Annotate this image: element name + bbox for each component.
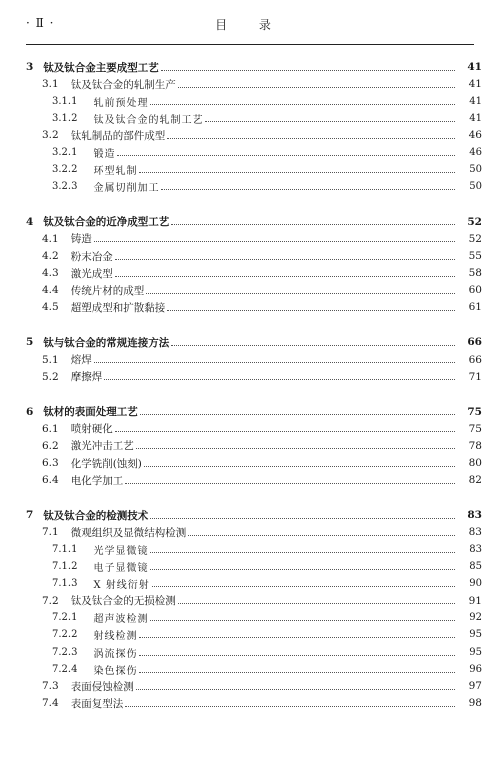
toc-dot-leader <box>188 535 455 536</box>
toc-dot-leader <box>144 466 455 467</box>
toc-dot-leader <box>150 569 455 570</box>
toc-entry-title: 钛及钛合金的检测技术 <box>43 509 149 522</box>
toc-dot-leader <box>125 706 455 707</box>
toc-entry-title: 锻造 <box>93 149 116 160</box>
toc-entry-title: 钛材的表面处理工艺 <box>43 406 138 419</box>
toc-entry-title: 轧前预处理 <box>93 97 149 109</box>
toc-section-row[interactable] <box>0 523 500 541</box>
toc-entry-number: 6.2 <box>42 439 59 452</box>
toc-section-row[interactable] <box>0 471 500 489</box>
toc-dot-leader <box>150 620 455 621</box>
toc-subsection-row[interactable] <box>0 558 500 576</box>
toc-entry-number: 4.1 <box>42 232 59 245</box>
toc-subsection-row[interactable] <box>0 643 500 661</box>
toc-page-number: 75 <box>467 405 482 418</box>
toc-page-number: 50 <box>469 181 482 193</box>
toc-entry-title: 光学显微镜 <box>93 545 149 557</box>
toc-dot-leader <box>117 155 455 156</box>
toc-chapter-row[interactable] <box>0 403 500 421</box>
toc-subsection-row[interactable] <box>0 660 500 678</box>
toc-section-row[interactable] <box>0 75 500 93</box>
toc-dot-leader <box>150 104 455 105</box>
toc-page-number: 83 <box>469 543 482 555</box>
toc-entry-title: 电化学加工 <box>70 474 124 487</box>
toc-chapter-row[interactable] <box>0 58 500 76</box>
toc-page-number: 55 <box>468 250 482 262</box>
toc-entry-number: 7.2 <box>42 594 59 607</box>
toc-entry-number: 4.4 <box>42 284 59 297</box>
toc-subsection-row[interactable] <box>0 626 500 644</box>
toc-entry-title: 熔焊 <box>70 354 92 366</box>
toc-entry-number: 7.3 <box>42 680 59 693</box>
toc-page-number: 97 <box>468 680 482 693</box>
toc-section-row[interactable] <box>0 351 500 369</box>
toc-entry-title: 金属切削加工 <box>93 183 160 195</box>
toc-section-row[interactable] <box>0 298 500 316</box>
toc-chapter-row[interactable] <box>0 213 500 231</box>
toc-section-row[interactable] <box>0 694 500 712</box>
toc-page-number: 41 <box>467 61 482 73</box>
toc-dot-leader <box>94 362 455 363</box>
toc-entry-number: 5.1 <box>42 353 59 366</box>
toc-subsection-row[interactable] <box>0 178 500 196</box>
toc-section-row[interactable] <box>0 126 500 144</box>
toc-page-number: 52 <box>467 215 482 228</box>
toc-page-number: 46 <box>468 129 482 142</box>
page-number: · Ⅱ · <box>26 16 55 30</box>
toc-page-number: 90 <box>469 578 482 590</box>
toc-page-number: 95 <box>469 646 482 658</box>
toc-section-row[interactable] <box>0 247 500 265</box>
toc-entry-number: 3.1.1 <box>52 95 78 107</box>
toc-entry-number: 3.2.1 <box>52 147 78 158</box>
toc-dot-leader <box>150 518 455 519</box>
toc-page-number: 58 <box>468 267 482 280</box>
toc-entry-number: 7.1.1 <box>52 543 78 555</box>
toc-section-row[interactable] <box>0 454 500 472</box>
toc-entry-number: 7.4 <box>42 697 59 710</box>
toc-entry-title: 微观组织及显微结构检测 <box>70 526 187 539</box>
toc-entry-number: 3.1 <box>42 78 59 91</box>
toc-page-number: 46 <box>469 147 482 158</box>
toc-page-number: 78 <box>468 439 482 452</box>
toc-entry-number: 7.2.2 <box>52 629 78 641</box>
toc-page-number: 52 <box>468 232 482 245</box>
toc-entry-title: 摩擦焊 <box>70 371 103 384</box>
toc-subsection-row[interactable] <box>0 540 500 558</box>
toc-entry-title: 电子显微镜 <box>93 563 149 574</box>
toc-subsection-row[interactable] <box>0 92 500 110</box>
toc-entry-title: 涡流探伤 <box>93 648 138 660</box>
toc-subsection-row[interactable] <box>0 144 500 162</box>
toc-dot-leader <box>94 241 455 242</box>
toc-entry-title: 超塑成型和扩散黏接 <box>70 301 166 314</box>
toc-section-row[interactable] <box>0 281 500 299</box>
toc-page-number: 71 <box>468 370 482 383</box>
toc-subsection-row[interactable] <box>0 161 500 179</box>
toc-entry-title: 钛与钛合金的常规连接方法 <box>43 336 170 349</box>
toc-entry-title: 射线检测 <box>93 631 138 643</box>
toc-chapter-row[interactable] <box>0 506 500 524</box>
toc-dot-leader <box>152 586 455 587</box>
toc-section-row[interactable] <box>0 437 500 455</box>
toc-entry-title: 染色探伤 <box>93 665 138 677</box>
toc-entry-title: 钛及钛合金主要成型工艺 <box>43 61 159 74</box>
toc-page-number: 83 <box>468 526 482 539</box>
toc-entry-number: 3.2.3 <box>52 181 78 193</box>
toc-section-row[interactable] <box>0 420 500 438</box>
toc-entry-number: 6.4 <box>42 474 59 487</box>
toc-page-number: 66 <box>467 336 482 349</box>
toc-dot-leader <box>146 293 455 294</box>
toc-entry-number: 5.2 <box>42 370 59 383</box>
toc-entry-title: 激光冲击工艺 <box>70 440 134 453</box>
toc-entry-number: 3.1.2 <box>52 112 78 124</box>
toc-entry-number: 6.3 <box>42 457 59 469</box>
toc-page-number: 41 <box>469 95 482 107</box>
toc-subsection-row[interactable] <box>0 609 500 627</box>
toc-entry-title: 钛及钛合金的轧制工艺 <box>93 114 204 126</box>
toc-entry-number: 5 <box>26 336 34 349</box>
toc-section-row[interactable] <box>0 677 500 695</box>
toc-entry-number: 3.2.2 <box>52 164 78 176</box>
toc-dot-leader <box>171 224 455 225</box>
toc-page-number: 82 <box>468 474 482 487</box>
toc-entry-number: 7.2.3 <box>52 646 78 658</box>
toc-page-number: 41 <box>469 112 482 124</box>
toc-dot-leader <box>178 603 455 604</box>
toc-dot-leader <box>205 121 455 122</box>
toc-section-row[interactable] <box>0 368 500 386</box>
toc-entry-number: 6 <box>26 405 34 418</box>
toc-entry-number: 7.1.3 <box>52 578 78 590</box>
toc-section-row[interactable] <box>0 264 500 282</box>
toc-page-number: 83 <box>467 509 482 522</box>
toc-page-number: 96 <box>469 663 482 675</box>
toc-dot-leader <box>115 276 455 277</box>
toc-entry-title: 传统片材的成型 <box>70 284 145 297</box>
toc-entry-title: 表面复型法 <box>70 697 124 710</box>
toc-entry-number: 7.1.2 <box>52 561 78 572</box>
toc-dot-leader <box>136 689 455 690</box>
toc-dot-leader <box>150 552 455 553</box>
toc-dot-leader <box>139 672 455 673</box>
toc-subsection-row[interactable] <box>0 575 500 593</box>
toc-entry-title: 钛及钛合金的无损检测 <box>70 595 176 608</box>
toc-dot-leader <box>104 379 455 380</box>
toc-dot-leader <box>178 87 455 88</box>
toc-entry-number: 6.1 <box>42 422 59 435</box>
toc-entry-title: 环型轧制 <box>93 166 138 178</box>
toc-page-number: 50 <box>469 164 482 176</box>
toc-entry-title: 粉末冶金 <box>70 250 113 263</box>
toc-dot-leader <box>115 431 455 432</box>
toc-entry-number: 3.2 <box>42 129 59 142</box>
toc-entry-number: 7.2.4 <box>52 663 78 675</box>
toc-entry-number: 4.3 <box>42 267 59 280</box>
toc-entry-title: 喷射硬化 <box>70 423 113 436</box>
toc-entry-number: 4 <box>26 215 34 228</box>
toc-dot-leader <box>136 448 455 449</box>
toc-entry-title: X 射线衍射 <box>93 580 150 592</box>
toc-page-number: 91 <box>468 594 482 607</box>
toc-dot-leader <box>161 70 455 71</box>
page-title: 目 录 <box>215 18 285 32</box>
toc-page-number: 95 <box>469 629 482 641</box>
toc-entry-number: 4.5 <box>42 301 59 314</box>
toc-section-row[interactable] <box>0 592 500 610</box>
toc-entry-title: 化学铣削(蚀刻) <box>70 457 142 470</box>
toc-page-number: 61 <box>468 301 482 314</box>
toc-entry-number: 7 <box>26 509 34 522</box>
toc-dot-leader <box>161 189 455 190</box>
toc-dot-leader <box>167 138 455 139</box>
toc-entry-number: 3 <box>26 61 34 73</box>
toc-entry-number: 4.2 <box>42 250 59 262</box>
toc-entry-title: 钛轧制品的部件成型 <box>70 129 166 142</box>
toc-page-number: 80 <box>468 457 482 469</box>
header-rule <box>26 44 474 45</box>
toc-section-row[interactable] <box>0 230 500 248</box>
toc-dot-leader <box>139 655 455 656</box>
toc-chapter-row[interactable] <box>0 333 500 351</box>
toc-page-number: 75 <box>468 422 482 435</box>
toc-page-number: 66 <box>468 353 482 366</box>
toc-entry-title: 超声波检测 <box>93 614 149 626</box>
toc-dot-leader <box>140 414 455 415</box>
toc-dot-leader <box>167 310 455 311</box>
toc-page-number: 60 <box>468 284 482 297</box>
toc-entry-title: 激光成型 <box>70 267 113 280</box>
toc-dot-leader <box>139 172 455 173</box>
toc-page-number: 98 <box>468 697 482 710</box>
toc-entry-number: 7.1 <box>42 526 59 539</box>
toc-dot-leader <box>125 483 455 484</box>
page-header <box>0 0 500 44</box>
toc-page-number: 41 <box>468 78 482 91</box>
toc-entry-title: 钛及钛合金的轧制生产 <box>70 78 176 91</box>
toc-entry-number: 7.2.1 <box>52 612 78 624</box>
toc-page-number: 85 <box>469 561 482 572</box>
toc-entry-title: 铸造 <box>70 233 92 246</box>
toc-entry-title: 钛及钛合金的近净成型工艺 <box>43 216 170 229</box>
toc-page-number: 92 <box>469 612 482 624</box>
toc-subsection-row[interactable] <box>0 109 500 127</box>
toc-dot-leader <box>115 259 455 260</box>
toc-entry-title: 表面侵蚀检测 <box>70 680 134 693</box>
toc-dot-leader <box>171 345 455 346</box>
toc-dot-leader <box>139 637 455 638</box>
